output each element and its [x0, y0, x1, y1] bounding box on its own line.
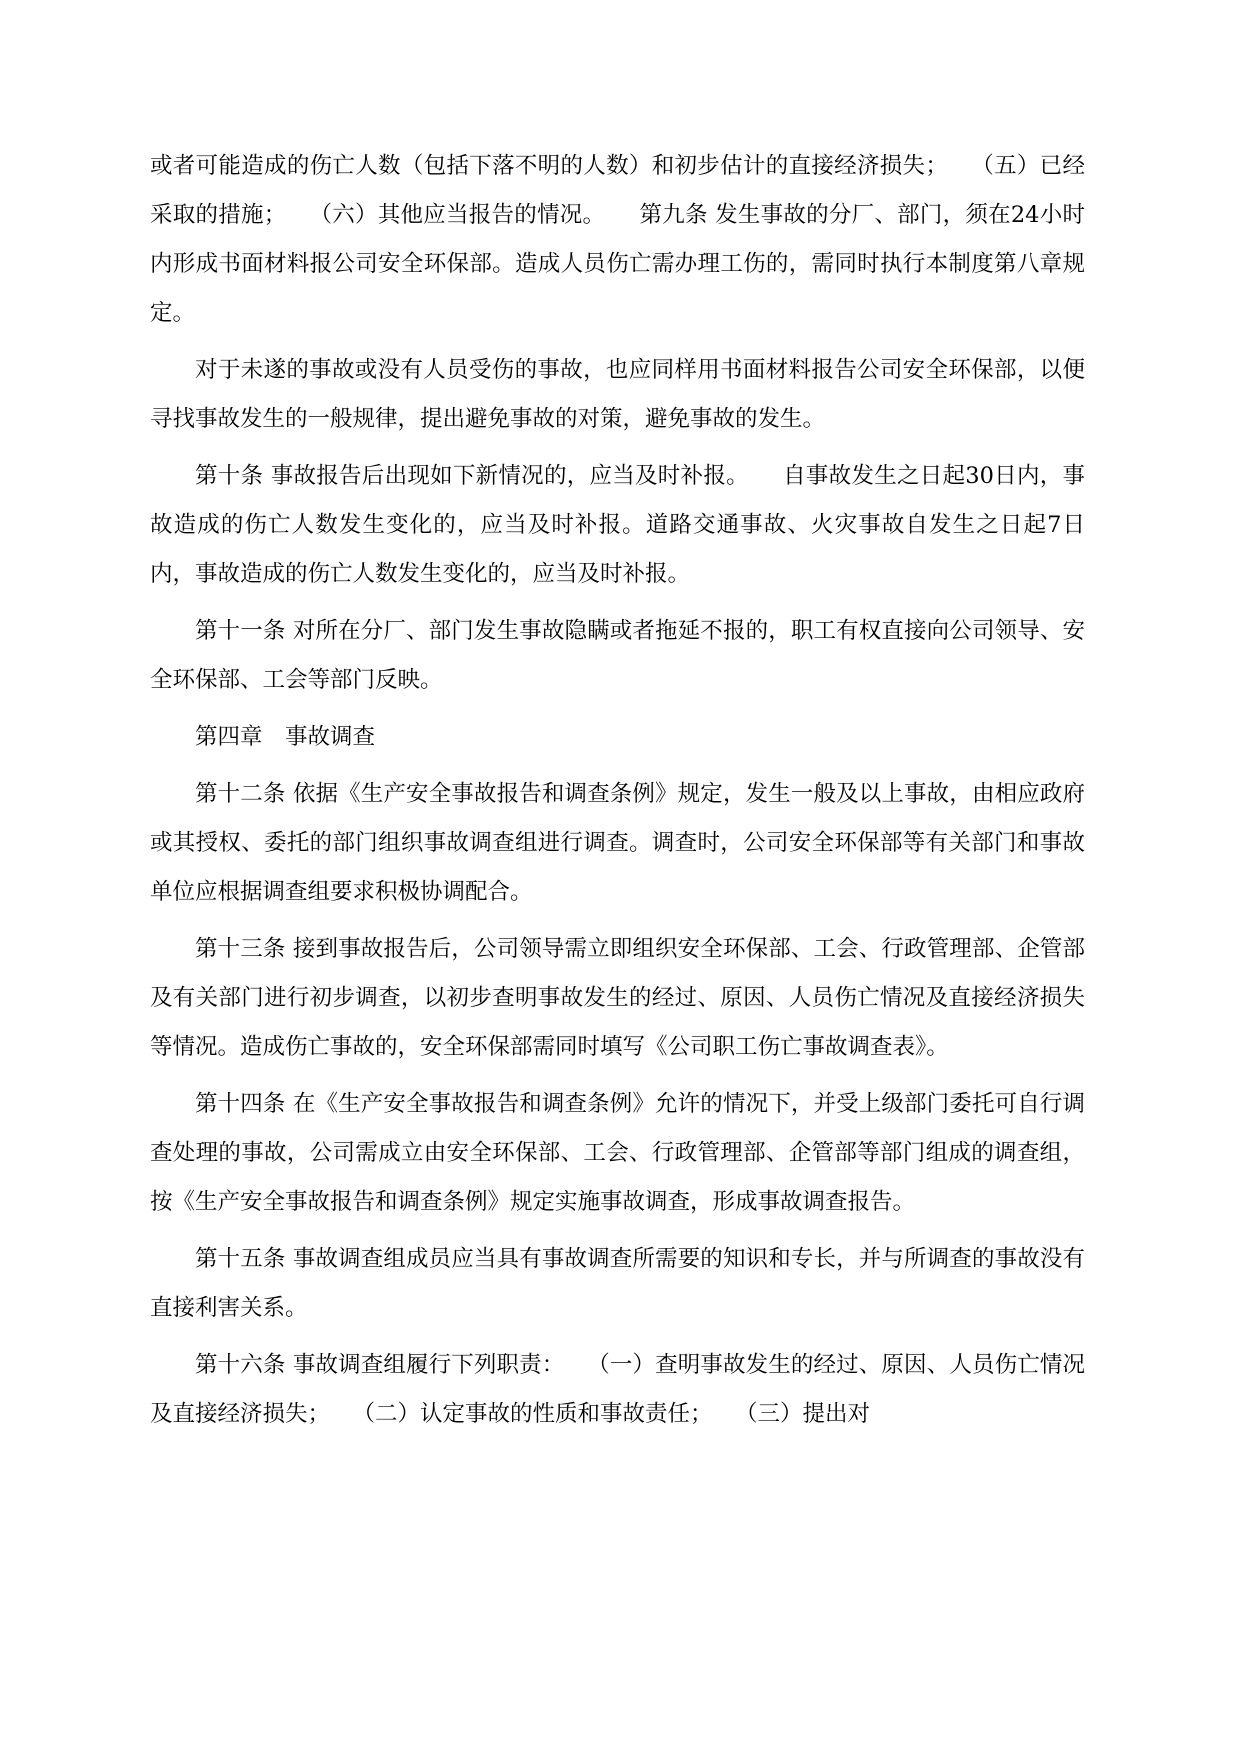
paragraph-10: 第十六条 事故调查组履行下列职责： （一）查明事故发生的经过、原因、人员伤亡情况及直接经济损失； （二）认定事故的性质和事故责任； （三）提出对: [150, 1352, 1085, 1427]
paragraph-4: 第十一条 对所在分厂、部门发生事故隐瞒或者拖延不报的，职工有权直接向公司领导、安全环保部、工会等部门反映。: [150, 618, 1085, 693]
paragraph-2: 对于未遂的事故或没有人员受伤的事故，也应同样用书面材料报告公司安全环保部，以便寻找事故发生的一般规律，提出避免事故的对策，避免事故的发生。: [150, 357, 1085, 432]
paragraph-9: 第十五条 事故调查组成员应当具有事故调查所需要的知识和专长，并与所调查的事故没有直接利害关系。: [150, 1246, 1085, 1321]
paragraph-8: 第十四条 在《生产安全事故报告和调查条例》允许的情况下，并受上级部门委托可自行调查处理的事故，公司需成立由安全环保部、工会、行政管理部、企管部等部门组成的调查组，按《生产安全事故报告和调查条例》规定实施事故调查，形成事故调查报告。: [150, 1091, 1085, 1215]
document-page: [150, 142, 1085, 1447]
paragraph-7: 第十三条 接到事故报告后，公司领导需立即组织安全环保部、工会、行政管理部、企管部及有关部门进行初步调查，以初步查明事故发生的经过、原因、人员伤亡情况及直接经济损失等情况。造成伤亡事故的，安全环保部需同时填写《公司职工伤亡事故调查表》。: [150, 936, 1085, 1060]
paragraph-1: 或者可能造成的伤亡人数（包括下落不明的人数）和初步估计的直接经济损失； （五）已经采取的措施； （六）其他应当报告的情况。 第九条 发生事故的分厂、部门，须在24小时内形成书面材料报公司安全环保部。造成人员伤亡需办理工伤的，需同时执行本制度第八章规定。: [150, 153, 1085, 326]
paragraph-3: 第十条 事故报告后出现如下新情况的，应当及时补报。 自事故发生之日起30日内，事故造成的伤亡人数发生变化的，应当及时补报。道路交通事故、火灾事故自发生之日起7日内，事故造成的伤亡人数发生变化的，应当及时补报。: [150, 463, 1085, 587]
paragraph-6: 第十二条 依据《生产安全事故报告和调查条例》规定，发生一般及以上事故，由相应政府或其授权、委托的部门组织事故调查组进行调查。调查时，公司安全环保部等有关部门和事故单位应根据调查组要求积极协调配合。: [150, 781, 1085, 905]
chapter-heading: 第四章 事故调查: [195, 724, 376, 750]
